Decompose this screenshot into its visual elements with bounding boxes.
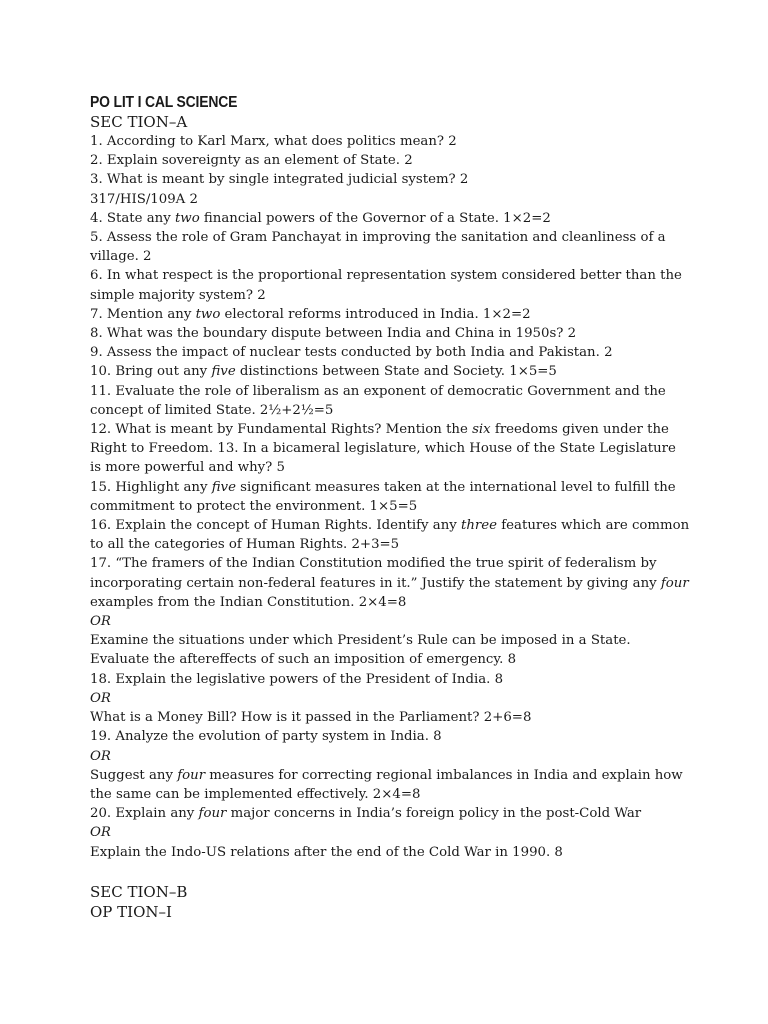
document-title: PO LIT I CAL SCIENCE <box>90 94 238 111</box>
text-run: 12. What is meant by Fundamental Rights? Mention the <box>90 422 473 438</box>
question-line <box>90 324 690 343</box>
option-i-heading: OP TION–I <box>90 902 172 921</box>
question-line <box>90 343 690 362</box>
text-run: significant measures taken at the international level to fulfill the commitment to protect the environment. 1×5=5 <box>90 479 676 514</box>
emphasis-text: two <box>174 210 200 226</box>
text-run: 15. Highlight any <box>90 479 212 495</box>
text-run: OR <box>90 690 111 706</box>
emphasis-text: five <box>211 364 236 380</box>
text-run: OR <box>90 614 111 630</box>
emphasis-text: five <box>211 479 236 495</box>
question-line <box>90 362 690 381</box>
text-run: examples from the Indian Constitution. 2×4=8 <box>90 594 407 610</box>
text-run: financial powers of the Governor of a State. 1×2=2 <box>199 210 551 226</box>
text-run: 317/HIS/109A 2 <box>90 191 198 207</box>
text-run: OR <box>90 825 111 841</box>
text-run: 8. What was the boundary dispute between India and China in 1950s? 2 <box>90 326 577 342</box>
question-line <box>90 151 690 170</box>
text-run: 7. Mention any <box>90 306 196 322</box>
question-line <box>90 631 690 669</box>
question-line <box>90 766 690 804</box>
text-run: 20. Explain any <box>90 806 199 822</box>
emphasis-text: four <box>177 767 206 783</box>
document-page <box>90 93 690 922</box>
emphasis-text: three <box>461 518 498 534</box>
text-run: 18. Explain the legislative powers of the President of India. 8 <box>90 671 504 687</box>
text-run: 10. Bring out any <box>90 364 212 380</box>
text-run: distinctions between State and Society. 1×5=5 <box>235 364 557 380</box>
question-line <box>90 382 690 420</box>
text-run: 19. Analyze the evolution of party system in India. 8 <box>90 729 442 745</box>
emphasis-text: two <box>195 306 221 322</box>
text-run: electoral reforms introduced in India. 1×2=2 <box>220 306 531 322</box>
emphasis-text: six <box>472 422 491 438</box>
text-run: 2. Explain sovereignty as an element of State. 2 <box>90 153 413 169</box>
spacer <box>90 862 690 882</box>
question-line <box>90 266 690 304</box>
question-line <box>90 670 690 689</box>
question-line <box>90 708 690 727</box>
emphasis-text: four <box>660 575 689 591</box>
or-separator <box>90 823 690 842</box>
text-run: Suggest any <box>90 767 178 783</box>
question-line <box>90 843 690 862</box>
text-run: 17. “The framers of the Indian Constitution modified the true spirit of federalism by incorporating certain non-federal features in it.” Justify the statement by giving any <box>90 556 661 591</box>
emphasis-text: four <box>198 806 227 822</box>
text-run: What is a Money Bill? How is it passed in the Parliament? 2+6=8 <box>90 710 532 726</box>
question-line <box>90 228 690 266</box>
text-run: Examine the situations under which President’s Rule can be imposed in a State. Evaluate the aftereffects of such an imposition of emergency. 8 <box>90 633 631 668</box>
question-list <box>90 132 690 862</box>
question-line <box>90 554 690 612</box>
text-run: 11. Evaluate the role of liberalism as an exponent of democratic Government and the concept of limited State. 2½+2½=5 <box>90 383 666 418</box>
or-separator <box>90 612 690 631</box>
text-run: measures for correcting regional imbalances in India and explain how the same can be implemented effectively. 2×4=8 <box>90 767 683 802</box>
question-line <box>90 478 690 516</box>
text-run: 16. Explain the concept of Human Rights. Identify any <box>90 518 462 534</box>
text-run: OR <box>90 748 111 764</box>
text-run: 4. State any <box>90 210 175 226</box>
text-run: major concerns in India’s foreign policy in the post-Cold War <box>226 806 642 822</box>
section-a-heading: SEC TION–A <box>90 113 188 131</box>
question-line <box>90 132 690 151</box>
question-line <box>90 209 690 228</box>
text-run: 5. Assess the role of Gram Panchayat in improving the sanitation and cleanliness of a village. 2 <box>90 230 666 265</box>
text-run: features which are common to all the categories of Human Rights. 2+3=5 <box>90 518 690 553</box>
text-run: 6. In what respect is the proportional representation system considered better than the simple majority system? 2 <box>90 268 682 303</box>
question-line <box>90 190 690 209</box>
text-run: 1. According to Karl Marx, what does politics mean? 2 <box>90 134 457 149</box>
text-run: 9. Assess the impact of nuclear tests conducted by both India and Pakistan. 2 <box>90 345 613 361</box>
question-line <box>90 305 690 324</box>
text-run: 3. What is meant by single integrated judicial system? 2 <box>90 172 469 188</box>
question-line <box>90 420 690 478</box>
question-line <box>90 804 690 823</box>
question-line <box>90 516 690 554</box>
text-run: freedoms given under the Right to Freedom. 13. In a bicameral legislature, which House of the State Legislature is more powerful and why? 5 <box>90 422 676 476</box>
or-separator <box>90 747 690 766</box>
or-separator <box>90 689 690 708</box>
section-b-heading: SEC TION–B <box>90 882 188 901</box>
text-run: Explain the Indo-US relations after the end of the Cold War in 1990. 8 <box>90 844 563 860</box>
question-line <box>90 170 690 189</box>
question-line <box>90 727 690 746</box>
